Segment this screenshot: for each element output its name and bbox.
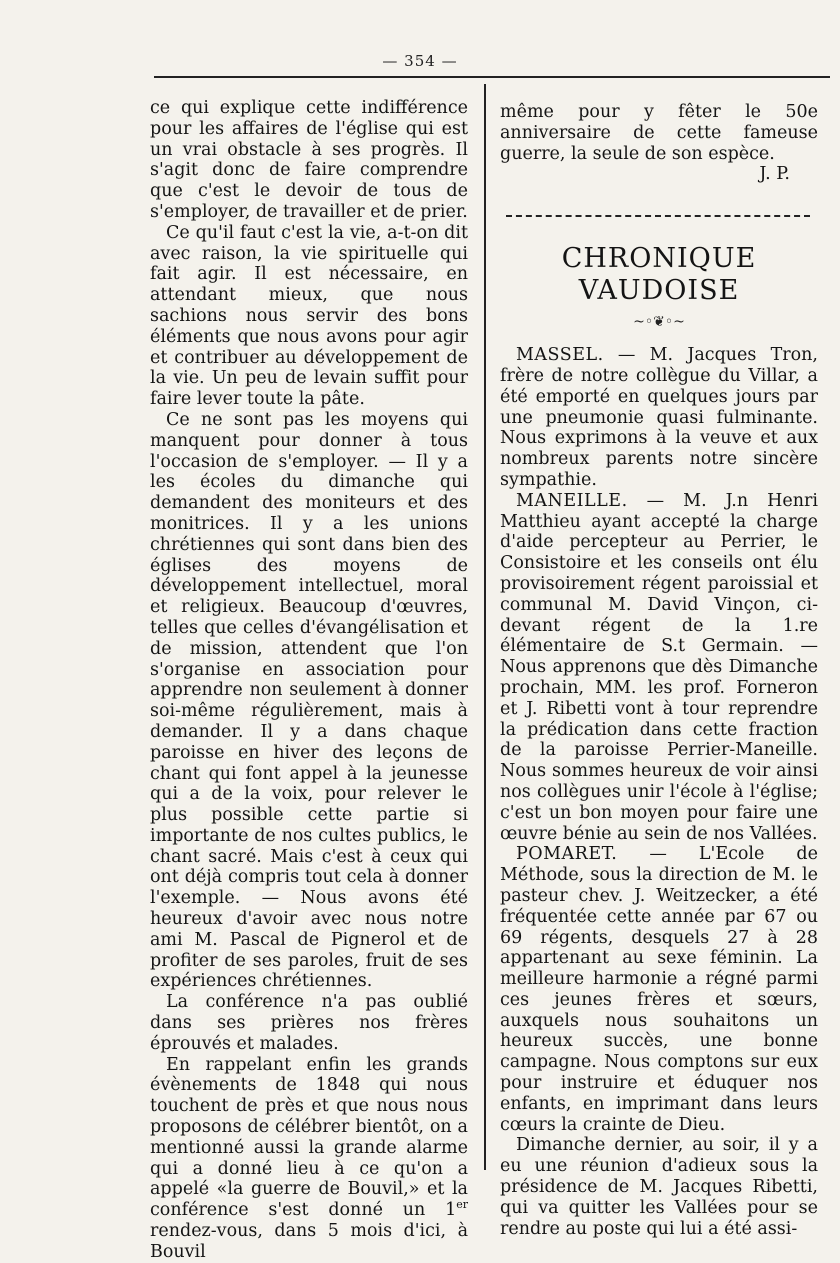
header-rule (154, 76, 830, 78)
right-column (500, 102, 818, 1239)
news-item-pomaret (500, 844, 818, 1135)
signature: J. P. (759, 164, 790, 185)
place-name: MANEILLE. (516, 490, 628, 511)
section-title: CHRONIQUE VAUDOISE (561, 243, 757, 307)
section-separator (506, 215, 810, 217)
news-text: — L'Ecole de Méthode, sous la direction de M. le pasteur chev. J. Weitzecker, a été fréquentée cette année par 67 ou 69 régents, desquels 27 à 28 appartenant au sexe féminin. La meilleure harmonie a régné parmi ces jeunes frères et sœurs, auxquels nous souhaitons un heureux succès, une bonne campagne. Nous comptons sur eux pour instruire et éduquer nos enfants, en imprimant dans leurs cœurs la crainte de Dieu. (500, 844, 818, 1135)
left-paragraph-5 (150, 1055, 468, 1263)
news-item-farewell: Dimanche dernier, au soir, il y a eu une réunion d'adieux sous la présidence de M. Jacques Ribetti, qui va quitter les Vallées pour se rendre au poste qui lui a été assi- (500, 1135, 818, 1239)
news-text: — M. Jacques Tron, frère de notre collègue du Villar, a été emporté en quelques jours par une pneumonie quasi fulminante. Nous exprimons à la veuve et aux nombreux parents notre sincère sympathie. (500, 345, 818, 490)
column-divider (484, 84, 486, 1170)
left-paragraph-3: Ce ne sont pas les moyens qui manquent pour donner à tous l'occasion de s'employer. — Il y a les écoles du dimanche qui demandent des moniteurs et des monitrices. Il y a les unions chrétiennes qui sont dans bien des églises des moyens de développement intellectuel, moral et religieux. Beaucoup d'œuvres, telles que celles d'évangélisation et de mission, attendent que l'on s'organise en association pour apprendre non seulement à donner soi-même régulièrement, mais à demander. Il y a dans chaque paroisse en hiver des leçons de chant qui font appel à la jeunesse qui a de la voix, pour relever le plus possible cette partie si importante de nos cultes publics, le chant sacré. Mais c'est à ceux qui ont déjà compris tout cela à donner l'exemple. — Nous avons été heureux d'avoir avec nous notre ami M. Pascal de Pignerol et de profiter de ses paroles, fruit de ses expériences chrétiennes. (150, 409, 468, 992)
place-name: POMARET. (516, 844, 618, 865)
ornament-icon: ~◦❦◦~ (633, 314, 685, 331)
news-item-massel (500, 345, 818, 491)
page-number: — 354 — (382, 52, 458, 70)
left-paragraph-5-end: rendez-vous, dans 5 mois d'ici, à Bouvil (150, 1221, 468, 1262)
place-name: MASSEL. (516, 345, 604, 366)
left-column (150, 98, 468, 1263)
left-paragraph-5-text: En rappelant enfin les grands évènements de 1848 qui nous touchent de près et que nous nous proposons de célébrer bientôt, on a mentionné aussi la grande alarme qui a donné lieu à ce qu'on a appelé «la guerre de Bouvil,» et la conférence s'est donné un 1 (150, 1054, 468, 1221)
news-item-maneille (500, 491, 818, 845)
news-text: — M. J.n Henri Matthieu ayant accepté la charge d'aide percepteur au Perrier, le Consistoire et les conseils ont élu provisoirement régent paroissial et communal M. David Vinçon, ci-devant régent de la 1.re élémentaire de S.t Germain. — Nous apprenons que dès Dimanche prochain, MM. les prof. Forneron et J. Ribetti vont à tour reprendre la prédication dans cette fraction de la paroisse Perrier-Maneille. Nous sommes heureux de voir ainsi nos collègues unir l'école à l'église; c'est un bon moyen pour faire une œuvre bénie au sein de nos Vallées. (500, 490, 818, 844)
right-paragraph-1: même pour y fêter le 50e anniversaire de cette fameuse guerre, la seule de son espèce. (500, 102, 818, 164)
left-paragraph-1: ce qui explique cette indifférence pour les affaires de l'église qui est un vrai obstacle à ses progrès. Il s'agit donc de faire comprendre que c'est le devoir de tous de s'employer, de travailler et de prier. (150, 98, 468, 222)
ordinal-superscript: er (456, 1198, 468, 1212)
left-paragraph-4: La conférence n'a pas oublié dans ses prières nos frères éprouvés et malades. (150, 992, 468, 1054)
left-paragraph-2: Ce qu'il faut c'est la vie, a-t-on dit avec raison, la vie spirituelle qui fait agir. Il est nécessaire, en attendant mieux, que nous sachions nous servir des bons éléments que nous avons pour agir et contribuer au développement de la vie. Un peu de levain suffit pour faire lever toute la pâte. (150, 222, 468, 410)
